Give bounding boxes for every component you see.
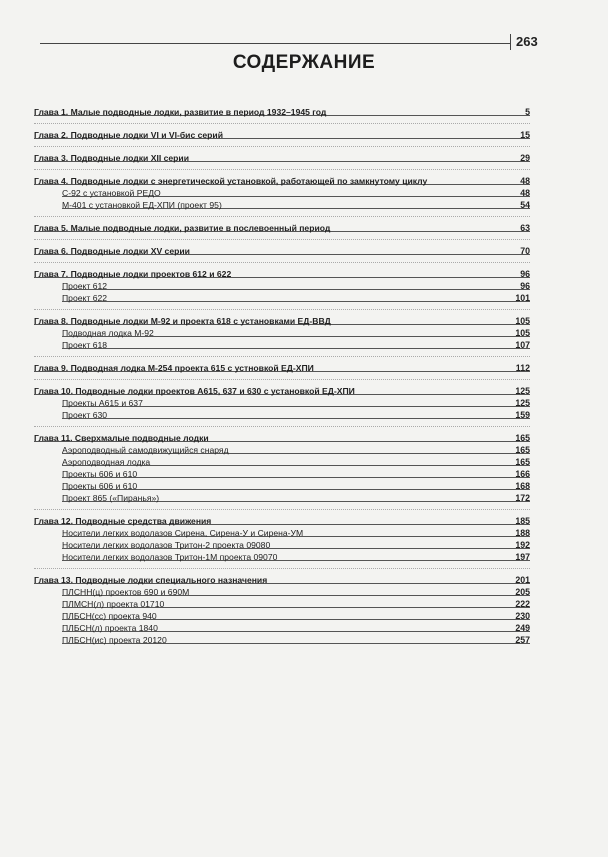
- entry-page-number: 105: [515, 328, 530, 338]
- toc-group: [34, 175, 530, 211]
- entry-title: Глава 9. Подводная лодка М-254 проекта 615 с устновкой ЕД-ХПИ: [34, 363, 314, 373]
- toc-subentry: [34, 409, 530, 421]
- toc-subentry: [34, 456, 530, 468]
- group-divider: [34, 426, 530, 427]
- entry-page-number: 249: [515, 623, 530, 633]
- entry-title: Глава 2. Подводные лодки VI и VI-бис серий: [34, 130, 223, 140]
- entry-title: Глава 11. Сверхмалые подводные лодки: [34, 433, 209, 443]
- entry-title: М-401 с установкой ЕД-ХПИ (проект 95): [62, 200, 222, 210]
- toc-chapter-entry: [34, 245, 530, 257]
- entry-page-number: 96: [520, 281, 530, 291]
- entry-page-number: 165: [515, 433, 530, 443]
- toc-chapter-entry: [34, 315, 530, 327]
- entry-title: Глава 7. Подводные лодки проектов 612 и 622: [34, 269, 232, 279]
- entry-page-number: 107: [515, 340, 530, 350]
- entry-page-number: 165: [515, 445, 530, 455]
- entry-page-number: 185: [515, 516, 530, 526]
- leader-line: [62, 289, 530, 290]
- entry-title: Глава 12. Подводные средства движения: [34, 516, 212, 526]
- entry-title: Проекты А615 и 637: [62, 398, 143, 408]
- page-title: СОДЕРЖАНИЕ: [232, 52, 376, 73]
- entry-title: Глава 13. Подводные лодки специального назначения: [34, 575, 268, 585]
- toc-chapter-entry: [34, 129, 530, 141]
- toc-group: [34, 515, 530, 563]
- entry-page-number: 166: [515, 469, 530, 479]
- entry-title: Проекты 606 и 610: [62, 481, 138, 491]
- toc-subentry: [34, 551, 530, 563]
- group-divider: [34, 356, 530, 357]
- entry-page-number: 125: [515, 398, 530, 408]
- toc-subentry: [34, 199, 530, 211]
- toc-subentry: [34, 480, 530, 492]
- toc-chapter-entry: [34, 362, 530, 374]
- entry-page-number: 188: [515, 528, 530, 538]
- entry-title: Проекты 606 и 610: [62, 469, 138, 479]
- entry-page-number: 70: [520, 246, 530, 256]
- toc-group: [34, 106, 530, 118]
- entry-title: ПЛБСН(л) проекта 1840: [62, 623, 158, 633]
- leader-line: [62, 301, 530, 302]
- toc-group: [34, 432, 530, 504]
- toc-subentry: [34, 187, 530, 199]
- toc-subentry: [34, 444, 530, 456]
- entry-page-number: 205: [515, 587, 530, 597]
- toc-subentry: [34, 468, 530, 480]
- entry-page-number: 112: [515, 363, 530, 373]
- entry-page-number: 101: [515, 293, 530, 303]
- entry-title: Носители легких водолазов Тритон-1М проекта 09070: [62, 552, 278, 562]
- leader-line: [62, 348, 530, 349]
- group-divider: [34, 309, 530, 310]
- entry-title: Проект 622: [62, 293, 108, 303]
- group-divider: [34, 262, 530, 263]
- toc-group: [34, 222, 530, 234]
- entry-page-number: 197: [515, 552, 530, 562]
- entry-title: Проект 612: [62, 281, 108, 291]
- toc-group: [34, 129, 530, 141]
- toc-chapter-entry: [34, 152, 530, 164]
- toc-subentry: [34, 610, 530, 622]
- group-divider: [34, 123, 530, 124]
- group-divider: [34, 239, 530, 240]
- group-divider: [34, 379, 530, 380]
- entry-title: Глава 4. Подводные лодки с энергетической установкой, работающей по замкнутому циклу: [34, 176, 428, 186]
- entry-page-number: 54: [520, 200, 530, 210]
- entry-page-number: 172: [515, 493, 530, 503]
- entry-page-number: 5: [525, 107, 530, 117]
- entry-title: Глава 10. Подводные лодки проектов А615, 637 и 630 с установкой ЕД-ХПИ: [34, 386, 355, 396]
- group-divider: [34, 509, 530, 510]
- entry-title: Проект 630: [62, 410, 108, 420]
- toc-group: [34, 152, 530, 164]
- toc-group: [34, 385, 530, 421]
- toc-subentry: [34, 622, 530, 634]
- entry-page-number: 105: [515, 316, 530, 326]
- toc-group: [34, 268, 530, 304]
- toc-chapter-entry: [34, 432, 530, 444]
- header-rule: [40, 43, 510, 44]
- toc-subentry: [34, 397, 530, 409]
- toc-chapter-entry: [34, 222, 530, 234]
- entry-page-number: 63: [520, 223, 530, 233]
- toc-chapter-entry: [34, 385, 530, 397]
- toc-chapter-entry: [34, 106, 530, 118]
- entry-title: Носители легких водолазов Тритон-2 проекта 09080: [62, 540, 271, 550]
- entry-page-number: 48: [520, 188, 530, 198]
- entry-title: С-92 с установкой РЕДО: [62, 188, 161, 198]
- entry-title: Проект 618: [62, 340, 108, 350]
- page-number: 263: [516, 34, 538, 49]
- toc-subentry: [34, 327, 530, 339]
- toc-subentry: [34, 598, 530, 610]
- entry-title: Носители легких водолазов Сирена, Сирена-У и Сирена-УМ: [62, 528, 304, 538]
- entry-title: ПЛМСН(л) проекта 01710: [62, 599, 165, 609]
- toc-group: [34, 362, 530, 374]
- leader-line: [62, 418, 530, 419]
- entry-page-number: 29: [520, 153, 530, 163]
- entry-page-number: 201: [515, 575, 530, 585]
- toc-subentry: [34, 339, 530, 351]
- entry-page-number: 222: [515, 599, 530, 609]
- group-divider: [34, 568, 530, 569]
- group-divider: [34, 169, 530, 170]
- toc-subentry: [34, 586, 530, 598]
- toc-chapter-entry: [34, 515, 530, 527]
- toc-chapter-entry: [34, 268, 530, 280]
- entry-page-number: 125: [515, 386, 530, 396]
- toc-subentry: [34, 634, 530, 646]
- toc-group: [34, 315, 530, 351]
- toc-subentry: [34, 280, 530, 292]
- toc-group: [34, 574, 530, 646]
- entry-title: Аэроподводная лодка: [62, 457, 151, 467]
- toc-subentry: [34, 539, 530, 551]
- header-separator: [510, 34, 511, 50]
- toc-chapter-entry: [34, 175, 530, 187]
- entry-title: Аэроподводный самодвижущийся снаряд: [62, 445, 229, 455]
- entry-page-number: 168: [515, 481, 530, 491]
- toc-subentry: [34, 492, 530, 504]
- entry-page-number: 257: [515, 635, 530, 645]
- entry-title: Глава 8. Подводные лодки М-92 и проекта 618 с установками ЕД-ВВД: [34, 316, 331, 326]
- entry-title: Глава 1. Малые подводные лодки, развитие в период 1932–1945 год: [34, 107, 327, 117]
- entry-title: Глава 3. Подводные лодки XII серии: [34, 153, 189, 163]
- entry-title: Глава 5. Малые подводные лодки, развитие в послевоенный период: [34, 223, 331, 233]
- group-divider: [34, 146, 530, 147]
- group-divider: [34, 216, 530, 217]
- entry-title: Подводная лодка М-92: [62, 328, 154, 338]
- toc-subentry: [34, 292, 530, 304]
- entry-page-number: 159: [515, 410, 530, 420]
- toc-chapter-entry: [34, 574, 530, 586]
- entry-page-number: 15: [520, 130, 530, 140]
- entry-page-number: 165: [515, 457, 530, 467]
- toc-group: [34, 245, 530, 257]
- table-of-contents: [34, 106, 530, 651]
- entry-title: ПЛБСН(сс) проекта 940: [62, 611, 157, 621]
- entry-title: Проект 865 («Пиранья»): [62, 493, 160, 503]
- entry-title: Глава 6. Подводные лодки XV серии: [34, 246, 190, 256]
- entry-page-number: 230: [515, 611, 530, 621]
- toc-subentry: [34, 527, 530, 539]
- entry-page-number: 48: [520, 176, 530, 186]
- entry-title: ПЛСНН(ц) проектов 690 и 690М: [62, 587, 190, 597]
- entry-title: ПЛБСН(ис) проекта 20120: [62, 635, 167, 645]
- entry-page-number: 192: [515, 540, 530, 550]
- entry-page-number: 96: [520, 269, 530, 279]
